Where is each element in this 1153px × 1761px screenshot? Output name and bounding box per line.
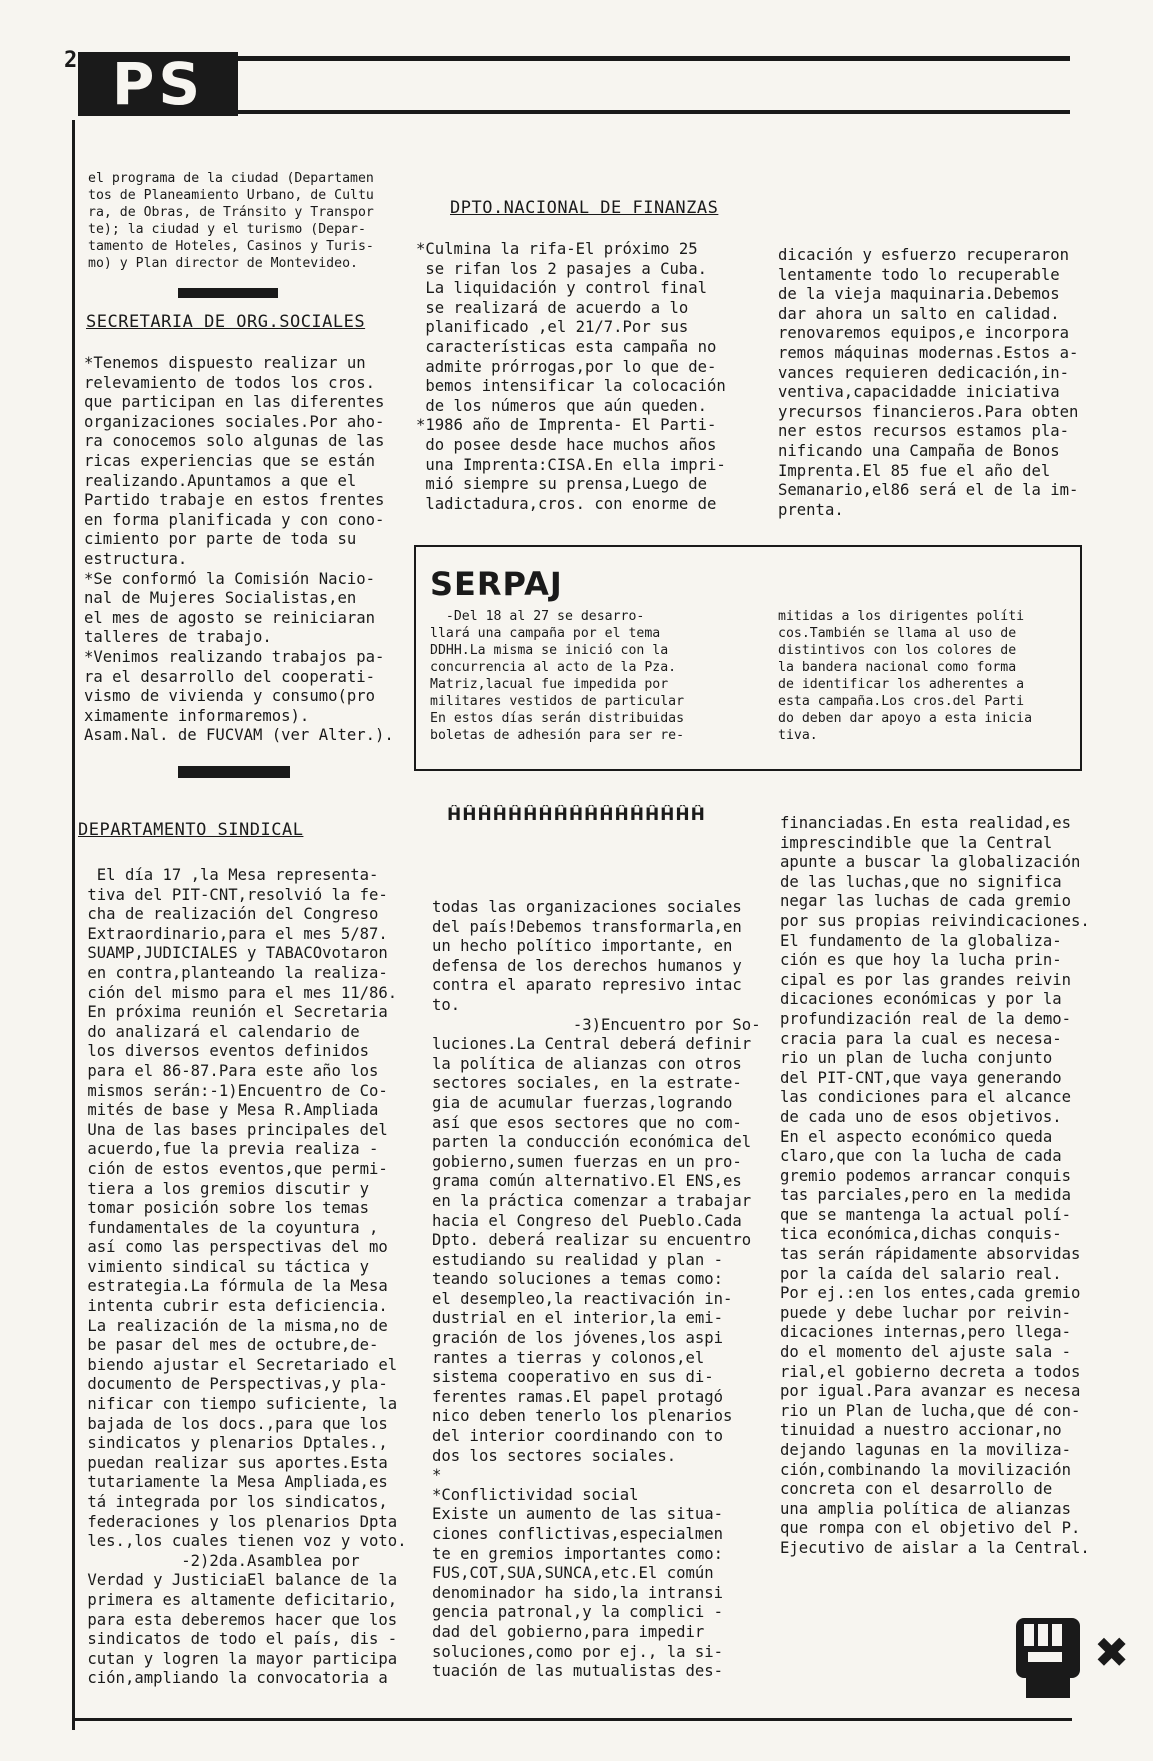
crowd-banner-illustration: ĤĤĤĤĤĤĤĤĤĤĤĤĤĤĤĤĤ [447, 805, 706, 825]
finanzas-heading: DPTO.NACIONAL DE FINANZAS [450, 198, 719, 218]
secretaria-org-sociales-heading: SECRETARIA DE ORG.SOCIALES [86, 312, 366, 332]
raised-fist-icon [1010, 1612, 1086, 1702]
end-mark-icon: ✖ [1094, 1628, 1130, 1677]
separator-bar [178, 766, 290, 778]
page-number: 2 [64, 48, 78, 73]
serpaj-column-1: -Del 18 al 27 se desarro- llará una campaña por el tema DDHH.La misma se inició con la concurrencia al acto de la Pza. Matriz,lacual fue impedida por militares vestidos de particular En estos días serán distribuidas boletas de adhesión para ser re- [430, 609, 685, 743]
secretaria-org-sociales-body: *Tenemos dispuesto realizar un relevamiento de todos los cros. que participan en las diferentes organizaciones sociales.Por aho- ra conocemos solo algunas de las ricas experiencias que se están realizando.Apuntamos a que el Partido trabaje en estos frentes en forma planificada y con cono- cimiento por parte de toda su estructura. *Se conformó la Comisión Nacio- nal de Mujeres Socialistas,en el mes de agosto se reiniciaran talleres de trabajo. *Venimos realizando trabajos pa- ra el desarrollo del cooperati- vismo de vivienda y consumo(pro ximamente informaremos). Asam.Nal. de FUCVAM (ver Alter.). [84, 354, 394, 745]
finanzas-column-2: dicación y esfuerzo recuperaron lentamente todo lo recuperable de la vieja maquinaria.Debemos dar ahora un salto en calidad. renovaremos equipos,e incorpora remos máquinas modernas.Estos a- vances requieren dedicación,in- ventiva,capacidadde iniciativa yrecursos financieros.Para obten ner estos recursos estamos pla- nificando una Campaña de Bonos Imprenta.El 85 fue el año del Semanario,el86 será el de la im- prenta. [778, 246, 1079, 519]
serpaj-column-2: mitidas a los dirigentes políti cos.También se llama al uso de distintivos con los colores de la bandera nacional como forma de identificar los adherentes a esta campaña.Los cros.del Parti do deben dar apoyo a esta inicia tiva. [778, 609, 1033, 743]
separator-bar [178, 288, 278, 298]
header-rule-bottom [230, 110, 1070, 114]
party-logo: PS [78, 52, 238, 116]
serpaj-heading: SERPAJ [430, 565, 563, 603]
header-rule-top [230, 56, 1070, 61]
footer-rule [72, 1718, 1072, 1721]
sindical-column-1: El día 17 ,la Mesa representa- tiva del PIT-CNT,resolvió la fe- cha de realización del Congreso Extraordinario,para el mes 5/87. SUAMP,JUDICIALES y TABACOvotaron en contra,planteando la realiza- ción del mismo para el mes 11/86. En próxima reunión el Secretaria do analizará el calendario de los diversos eventos definidos para el 86-87.Para este año los mismos serán:-1)Encuentro de Co- mités de base y Mesa R.Ampliada Una de las bases principales del acuerdo,fue la previa realiza - ción de estos eventos,que permi- tiera a los gremios discutir y tomar posición sobre los temas fundamentales de la coyuntura , así como las perspectivas del mo vimiento sindical su táctica y estrategia.La fórmula de la Mesa intenta cubrir esta deficiencia. La realización de la misma,no de be pasar del mes de octubre,de- biendo ajustar el Secretariado el documento de Perspectivas,y pla- nificar con tiempo suficiente, la bajada de los docs.,para que los sindicatos y plenarios Dptales., puedan realizar sus aportes.Esta tutariamente la Mesa Ampliada,es tá integrada por los sindicatos, federaciones y los plenarios Dpta les.,los cuales tienen voz y voto. -2)2da.Asamblea por Verdad y JusticiaEl balance de la primera es altamente deficitario, para esta deberemos hacer que los sindicatos de todo el país, dis - cutan y logren la mayor participa ción,ampliando la convocatoria a [87, 866, 407, 1688]
sindical-column-2: todas las organizaciones sociales del país!Debemos transformarla,en un hecho político importante, en defensa de los derechos humanos y contra el aparato represivo intac to. -3)Encuentro por So- luciones.La Central deberá definir la política de alianzas con otros sectores sociales, en la estrate- gia de acumular fuerzas,logrando así que esos sectores que no com- parten la conducción económica del gobierno,sumen fuerzas en un pro- grama común alternativo.El ENS,es en la práctica comenzar a trabajar hacia el Congreso del Pueblo.Cada Dpto. deberá realizar su encuentro estudiando su realidad y plan - teando soluciones a temas como: el desempleo,la reactivación in- dustrial en el interior,la emi- gración de los jóvenes,los aspi rantes a tierras y colonos,el sistema cooperativo en sus di- ferentes ramas.El papel protagó nico deben tenerlo los plenarios del interior coordinando con to dos los sectores sociales. * *Conflictividad social Existe un aumento de las situa- ciones conflictivas,especialmen te en gremios importantes como: FUS,COT,SUA,SUNCA,etc.El común denominador ha sido,la intransi gencia patronal,y la complici - dad del gobierno,para impedir soluciones,como por ej., la si- tuación de las mutualistas des- [432, 898, 761, 1681]
intro-paragraph: el programa de la ciudad (Departamen tos de Planeamiento Urbano, de Cultu ra, de Obras, de Tránsito y Transpor te); la ciudad y el turismo (Depar- tamento de Hoteles, Casinos y Turis- mo) y Plan director de Montevideo. [88, 171, 374, 271]
left-margin-rule [72, 120, 75, 1730]
departamento-sindical-heading: DEPARTAMENTO SINDICAL [78, 820, 304, 840]
sindical-column-3: financiadas.En esta realidad,es imprescindible que la Central apunte a buscar la globalización de las luchas,que no significa negar las luchas de cada gremio por sus propias reivindicaciones. El fundamento de la globaliza- ción es que hoy la lucha prin- cipal es por las grandes reivin dicaciones económicas y por la profundización real de la demo- cracia para la cual es necesa- rio un plan de lucha conjunto del PIT-CNT,que vaya generando las condiciones para el alcance de cada uno de esos objetivos. En el aspecto económico queda claro,que con la lucha de cada gremio podemos arrancar conquis tas parciales,pero en la medida que se mantenga la actual polí- tica económica,dichas conquis- tas serán rápidamente absorvidas por la caída del salario real. Por ej.:en los entes,cada gremio puede y debe luchar por reivin- dicaciones internas,pero llega- do el momento del ajuste sala - rial,el gobierno decreta a todos por igual.Para avanzar es necesa rio un Plan de lucha,que dé con- tinuidad a nuestro accionar,no dejando lagunas en la moviliza- ción,combinando la movilización concreta con el desarrollo de una amplia política de alianzas que rompa con el objetivo del P. Ejecutivo de aislar a la Central. [780, 814, 1090, 1557]
finanzas-column-1: *Culmina la rifa-El próximo 25 se rifan los 2 pasajes a Cuba. La liquidación y control final se realizará de acuerdo a lo planificado ,el 21/7.Por sus características esta campaña no admite prórrogas,por lo que de- bemos intensificar la colocación de los números que aún queden. *1986 año de Imprenta- El Parti- do posee desde hace muchos años una Imprenta:CISA.En ella impri- mió siempre su prensa,Luego de ladictadura,cros. con enorme de [416, 240, 726, 513]
